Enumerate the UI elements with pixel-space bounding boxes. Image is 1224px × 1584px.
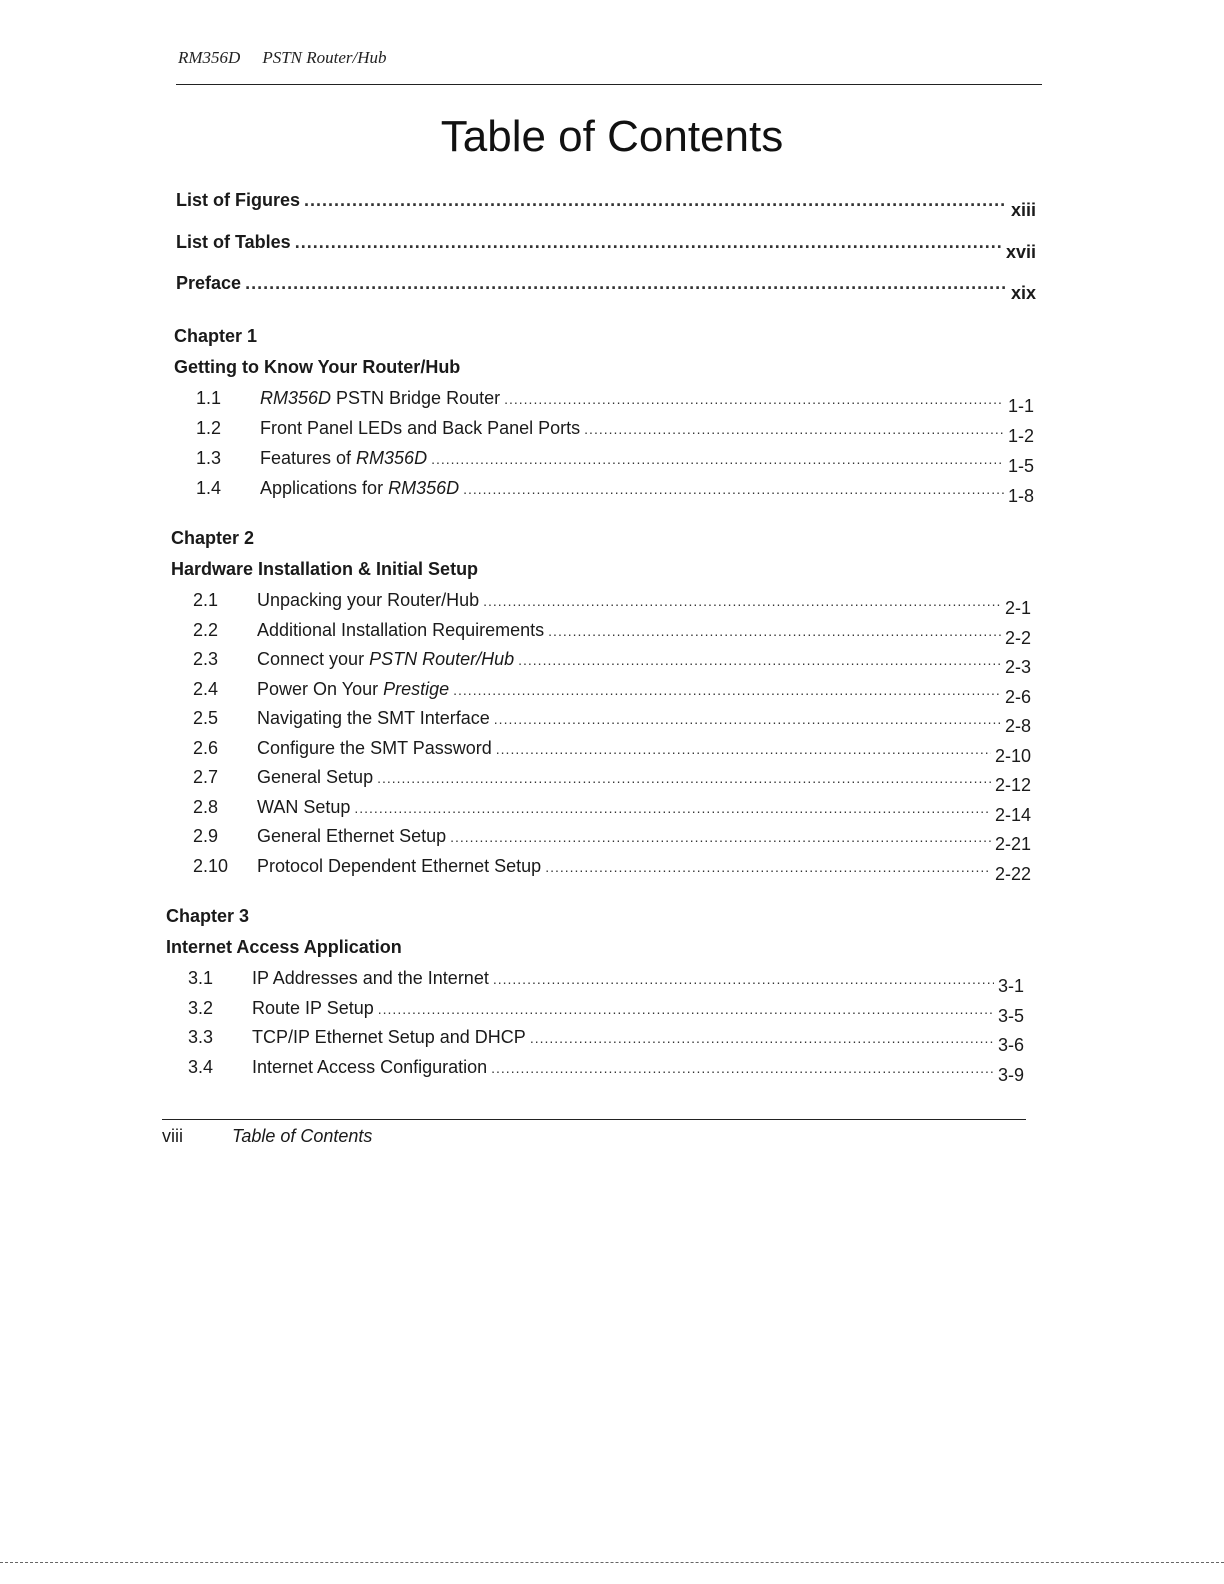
toc-entry-page: xiii: [1010, 200, 1036, 220]
dot-leader: [494, 711, 1001, 727]
chapter-title: Hardware Installation & Initial Setup: [171, 559, 479, 579]
section-title: RM356D PSTN Bridge Router: [260, 388, 501, 408]
section-number: 2.4: [193, 679, 219, 699]
scan-edge-line: [0, 1562, 1224, 1563]
chapter-title: Getting to Know Your Router/Hub: [174, 357, 461, 377]
dot-leader: [584, 421, 1004, 437]
toc-entry[interactable]: [171, 590, 1031, 620]
section-title: Navigating the SMT Interface: [257, 708, 490, 728]
section-title: General Setup: [257, 767, 374, 787]
section-page: 3-1: [997, 976, 1024, 996]
section-page: 3-5: [997, 1006, 1024, 1026]
toc-entry[interactable]: [171, 620, 1031, 650]
toc-entry[interactable]: [166, 1027, 1024, 1057]
section-number: 1.2: [196, 418, 222, 438]
dot-leader: [493, 971, 994, 987]
section-number: 1.1: [196, 388, 222, 408]
dot-leader: [548, 623, 1001, 639]
dot-leader: [496, 741, 991, 757]
section-page: 2-10: [994, 746, 1031, 766]
section-number: 1.4: [196, 478, 222, 498]
section-number: 2.5: [193, 708, 219, 728]
section-number: 2.10: [193, 856, 229, 876]
toc-entry[interactable]: [166, 998, 1024, 1028]
header-rule: [176, 84, 1042, 85]
section-page: 2-22: [994, 864, 1031, 884]
section-number: 1.3: [196, 448, 222, 468]
section-number: 3.2: [188, 998, 214, 1018]
toc-entry[interactable]: [166, 1057, 1024, 1087]
toc-entry-label: List of Tables: [176, 232, 291, 252]
toc-entry-list-of-figures[interactable]: [176, 190, 1036, 220]
toc-entry[interactable]: [174, 388, 1034, 418]
chapter-number: Chapter 1: [174, 326, 258, 346]
section-number: 3.1: [188, 968, 214, 988]
toc-entry[interactable]: [166, 968, 1024, 998]
toc-entry-label: List of Figures: [176, 190, 301, 210]
section-number: 3.4: [188, 1057, 214, 1077]
section-page: 2-14: [994, 805, 1031, 825]
section-number: 2.6: [193, 738, 219, 758]
dot-leader: [491, 1060, 994, 1076]
dot-leader: [483, 593, 1001, 609]
footer-rule: [162, 1119, 1026, 1120]
toc-entry-page: xix: [1010, 283, 1036, 303]
toc-entry-preface[interactable]: [176, 273, 1036, 303]
section-title: Applications for RM356D: [260, 478, 460, 498]
dot-leader: [545, 859, 991, 875]
section-title: Internet Access Configuration: [252, 1057, 488, 1077]
section-page: 2-1: [1004, 598, 1031, 618]
dot-leader: [295, 232, 1002, 253]
section-page: 2-6: [1004, 687, 1031, 707]
toc-entry[interactable]: [171, 767, 1031, 797]
dot-leader: [354, 800, 991, 816]
page-footer: [162, 1126, 372, 1147]
section-number: 2.1: [193, 590, 219, 610]
section-number: 2.8: [193, 797, 219, 817]
section-title: Connect your PSTN Router/Hub: [257, 649, 515, 669]
section-page: 1-8: [1007, 486, 1034, 506]
section-page: 3-6: [997, 1035, 1024, 1055]
dot-leader: [450, 829, 991, 845]
section-title: General Ethernet Setup: [257, 826, 447, 846]
toc-entry[interactable]: [171, 826, 1031, 856]
chapter-number: Chapter 3: [166, 906, 250, 926]
toc-entry[interactable]: [174, 478, 1034, 508]
section-page: 1-1: [1007, 396, 1034, 416]
section-number: 3.3: [188, 1027, 214, 1047]
section-number: 2.2: [193, 620, 219, 640]
section-title: Protocol Dependent Ethernet Setup: [257, 856, 542, 876]
footer-page-number: viii: [162, 1126, 183, 1146]
dot-leader: [377, 770, 991, 786]
toc-entry-list-of-tables[interactable]: [176, 232, 1036, 262]
dot-leader: [378, 1001, 994, 1017]
toc-entry[interactable]: [171, 679, 1031, 709]
section-title: IP Addresses and the Internet: [252, 968, 489, 988]
section-page: 1-5: [1007, 456, 1034, 476]
toc-entry[interactable]: [171, 797, 1031, 827]
toc-entry[interactable]: [171, 649, 1031, 679]
toc-entry-label: Preface: [176, 273, 242, 293]
section-title: TCP/IP Ethernet Setup and DHCP: [252, 1027, 526, 1047]
dot-leader: [463, 481, 1004, 497]
section-title: Route IP Setup: [252, 998, 374, 1018]
toc-entry-page: xvii: [1005, 242, 1036, 262]
section-page: 2-12: [994, 775, 1031, 795]
dot-leader: [518, 652, 1001, 668]
section-page: 2-3: [1004, 657, 1031, 677]
running-header: [178, 48, 387, 68]
section-title: Unpacking your Router/Hub: [257, 590, 480, 610]
section-number: 2.7: [193, 767, 219, 787]
dot-leader: [453, 682, 1001, 698]
dot-leader: [304, 190, 1007, 211]
dot-leader: [504, 391, 1004, 407]
chapter-number: Chapter 2: [171, 528, 255, 548]
section-title: WAN Setup: [257, 797, 351, 817]
section-title: Front Panel LEDs and Back Panel Ports: [260, 418, 581, 438]
section-number: 2.3: [193, 649, 219, 669]
section-page: 2-21: [994, 834, 1031, 854]
toc-entry[interactable]: [171, 708, 1031, 738]
dot-leader: [530, 1030, 994, 1046]
section-title: Power On Your Prestige: [257, 679, 450, 699]
page-title: Table of Contents: [440, 112, 784, 161]
section-title: Features of RM356D: [260, 448, 428, 468]
section-title: Additional Installation Requirements: [257, 620, 545, 640]
dot-leader: [431, 451, 1004, 467]
section-page: 2-2: [1004, 628, 1031, 648]
section-title: Configure the SMT Password: [257, 738, 492, 758]
header-product: RM356D: [178, 48, 241, 67]
footer-title: Table of Contents: [232, 1126, 373, 1146]
section-page: 3-9: [997, 1065, 1024, 1085]
chapter-title: Internet Access Application: [166, 937, 402, 957]
toc-entry[interactable]: [171, 738, 1031, 768]
header-subtitle: PSTN Router/Hub: [262, 48, 387, 67]
section-number: 2.9: [193, 826, 219, 846]
section-page: 2-8: [1004, 716, 1031, 736]
toc-entry[interactable]: [171, 856, 1031, 886]
section-page: 1-2: [1007, 426, 1034, 446]
toc-entry[interactable]: [174, 418, 1034, 448]
toc-entry[interactable]: [174, 448, 1034, 478]
dot-leader: [245, 273, 1007, 294]
